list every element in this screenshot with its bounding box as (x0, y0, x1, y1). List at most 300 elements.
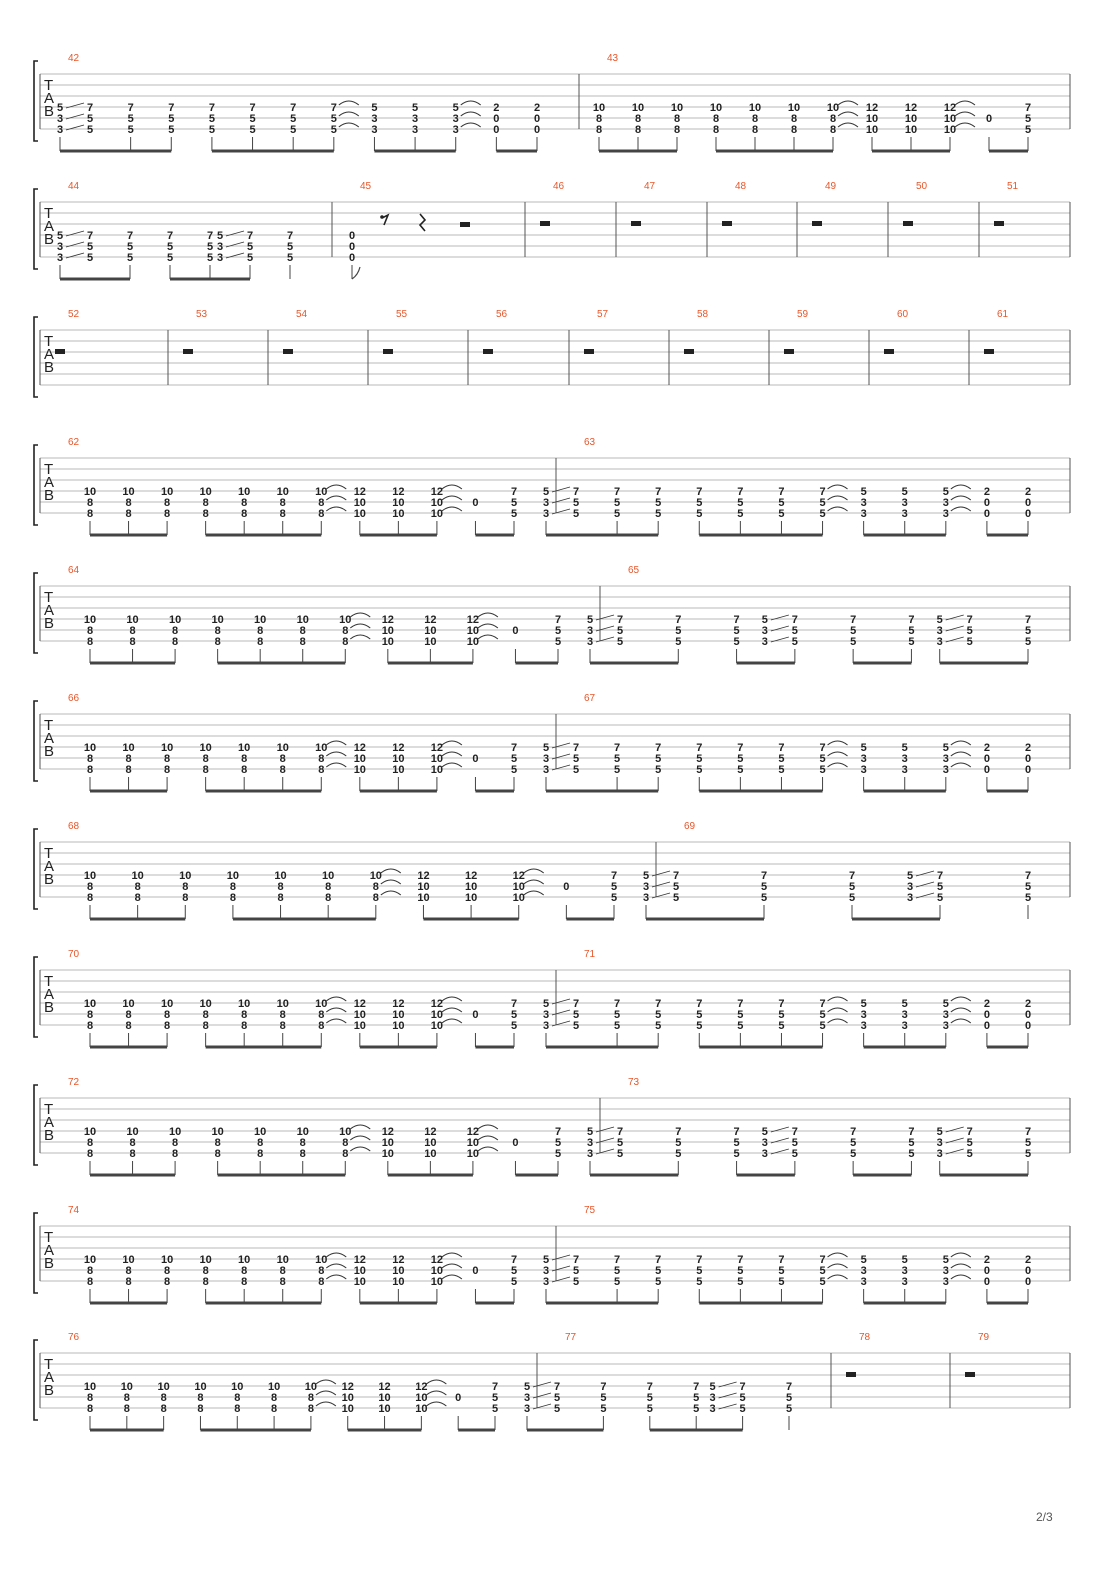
fret-number: 8 (134, 892, 141, 904)
fret-number: 12 (466, 1126, 480, 1138)
fret-number: 8 (214, 1137, 221, 1149)
tie-arc (326, 496, 346, 500)
measure (584, 309, 609, 354)
fret-number: 5 (542, 998, 550, 1010)
fret-number: 5 (542, 742, 550, 754)
fret-number: 5 (819, 497, 826, 509)
fret-number: 7 (616, 614, 624, 626)
tab-system (34, 821, 1070, 919)
tab-system (34, 181, 1070, 279)
fret-number: 5 (330, 124, 337, 136)
measure (57, 181, 293, 279)
system-bracket (34, 701, 38, 781)
fret-number: 5 (610, 881, 618, 893)
tie-arc (828, 1264, 848, 1268)
fret-number: 5 (206, 241, 214, 253)
chord (128, 102, 134, 136)
fret-number: 5 (936, 892, 944, 904)
fret-number: 8 (595, 124, 603, 136)
measure-number: 52 (68, 309, 80, 320)
measure (283, 309, 308, 354)
fret-number: 10 (353, 764, 366, 776)
chord (238, 742, 250, 776)
chord (655, 486, 661, 520)
fret-number: 5 (819, 508, 826, 520)
fret-number: 5 (936, 614, 943, 626)
fret-number: 5 (737, 753, 744, 765)
chord (614, 1254, 620, 1288)
tie-arc (326, 1275, 346, 1279)
fret-number: 5 (86, 252, 94, 264)
fret-number: 8 (673, 113, 681, 125)
chord (238, 998, 250, 1032)
chord (431, 742, 443, 776)
fret-number: 10 (238, 998, 251, 1010)
fret-number: 8 (234, 1403, 241, 1415)
measure-number: 57 (597, 309, 609, 320)
fret-number: 7 (655, 998, 662, 1010)
fret-number: 8 (271, 1403, 278, 1415)
fret-number: 8 (202, 1265, 209, 1277)
measure-number: 53 (196, 309, 208, 320)
fret-number: 8 (241, 1276, 248, 1288)
fret-number: 3 (216, 252, 224, 264)
fret-number: 5 (675, 1137, 682, 1149)
fret-number: 10 (199, 486, 212, 498)
tab-clef-letter: B (44, 359, 55, 376)
fret-number: 5 (860, 486, 867, 498)
fret-number: 8 (299, 1148, 306, 1160)
fret-number: 7 (655, 1254, 662, 1266)
measure (587, 1077, 1031, 1175)
chord (126, 1126, 138, 1160)
fret-number: 10 (466, 1148, 480, 1160)
fret-number: 5 (655, 764, 662, 776)
fret-number: 5 (737, 764, 744, 776)
fret-number: 5 (733, 1148, 740, 1160)
system-bracket (34, 317, 38, 397)
fret-number: 8 (318, 497, 325, 509)
fret-number: 7 (127, 102, 134, 114)
fret-number: 0 (1024, 1265, 1032, 1277)
fret-number: 8 (751, 124, 759, 136)
fret-number: 10 (512, 881, 525, 893)
fret-number: 5 (127, 124, 134, 136)
fret-number: 12 (341, 1381, 354, 1393)
fret-number: 10 (424, 625, 437, 637)
fret-number: 8 (86, 636, 94, 648)
measure (55, 309, 80, 354)
fret-number: 5 (696, 1009, 703, 1021)
tie-arc (828, 485, 848, 489)
fret-number: 10 (670, 102, 684, 114)
chord (472, 497, 478, 509)
measure-number: 75 (584, 1205, 596, 1216)
fret-number: 5 (655, 1276, 662, 1288)
tie-arc (478, 1125, 498, 1129)
fret-number: 5 (966, 636, 973, 648)
fret-number: 8 (125, 764, 132, 776)
fret-number: 10 (424, 1148, 437, 1160)
fret-number: 8 (634, 113, 642, 125)
fret-number: 10 (430, 508, 444, 520)
fret-number: 10 (254, 614, 267, 626)
fret-number: 5 (901, 742, 908, 754)
fret-number: 5 (675, 625, 682, 637)
chord (943, 998, 949, 1032)
fret-number: 10 (254, 1126, 267, 1138)
fret-number: 5 (330, 113, 337, 125)
fret-number: 10 (122, 486, 135, 498)
chord (850, 614, 856, 648)
measure-number: 72 (68, 1077, 80, 1088)
chord (342, 1381, 354, 1415)
tie-arc (951, 1275, 971, 1279)
tie-arc (955, 123, 975, 127)
whole-rest (984, 349, 994, 354)
fret-number: 8 (318, 753, 325, 765)
fret-number: 10 (353, 1265, 366, 1277)
tab-clef-letter: T (44, 589, 54, 606)
system-bracket (34, 1085, 38, 1165)
fret-number: 0 (983, 764, 990, 776)
tie-arc (326, 741, 346, 745)
fret-number: 5 (936, 1126, 943, 1138)
fret-number: 8 (342, 1137, 349, 1149)
chord (161, 486, 173, 520)
fret-number: 5 (761, 614, 768, 626)
chord (417, 870, 429, 904)
page-number: 2/3 (1036, 1510, 1053, 1524)
tab-system (34, 949, 1070, 1047)
fret-number: 5 (1024, 892, 1032, 904)
fret-number: 5 (819, 753, 826, 765)
whole-rest (722, 221, 732, 226)
fret-number: 8 (673, 124, 681, 136)
tie-arc (524, 869, 544, 873)
fret-number: 8 (229, 892, 236, 904)
chord (84, 614, 96, 648)
chord (655, 742, 661, 776)
fret-number: 10 (179, 870, 192, 882)
fret-number: 3 (860, 508, 867, 520)
tie-arc (524, 891, 544, 895)
fret-number: 10 (464, 881, 478, 893)
fret-number: 8 (214, 636, 221, 648)
fret-number: 8 (164, 1276, 171, 1288)
chord (249, 102, 255, 136)
tie-arc (442, 1264, 462, 1268)
chord (231, 1381, 243, 1415)
fret-number: 10 (430, 753, 444, 765)
fret-number: 10 (211, 1126, 224, 1138)
fret-number: 8 (86, 1265, 94, 1277)
tie-arc (951, 752, 971, 756)
fret-number: 12 (865, 102, 879, 114)
chord (412, 102, 418, 136)
fret-number: 8 (299, 1137, 306, 1149)
fret-number: 5 (610, 892, 618, 904)
fret-number: 8 (257, 1137, 264, 1149)
fret-number: 8 (279, 1009, 286, 1021)
fret-number: 3 (936, 636, 943, 648)
chord (1025, 1126, 1031, 1160)
fret-number: 8 (342, 1148, 349, 1160)
fret-number: 5 (850, 636, 857, 648)
fret-number: 5 (696, 497, 703, 509)
whole-rest (283, 349, 293, 354)
measure (68, 821, 617, 919)
fret-number: 2 (1024, 998, 1032, 1010)
fret-number: 5 (966, 1148, 973, 1160)
fret-number: 5 (778, 764, 785, 776)
measure-number: 77 (565, 1332, 577, 1343)
fret-number: 7 (848, 870, 856, 882)
fret-number: 10 (392, 1265, 405, 1277)
chord (984, 1254, 990, 1288)
fret-number: 8 (86, 881, 94, 893)
fret-number: 5 (908, 636, 915, 648)
fret-number: 0 (1024, 1020, 1032, 1032)
fret-number: 5 (127, 113, 134, 125)
fret-number: 5 (616, 625, 624, 637)
fret-number: 10 (122, 1254, 135, 1266)
chord (761, 870, 767, 904)
fret-number: 3 (942, 1265, 949, 1277)
fret-number: 5 (761, 1126, 768, 1138)
tie-arc (326, 1008, 346, 1012)
chord (647, 1381, 653, 1415)
tab-clef-letter: A (44, 1242, 55, 1259)
fret-number: 8 (257, 625, 264, 637)
fret-number: 8 (86, 1020, 94, 1032)
fret-number: 10 (392, 1020, 405, 1032)
fret-number: 10 (466, 636, 480, 648)
chord (696, 486, 702, 520)
fret-number: 5 (696, 1265, 703, 1277)
fret-number: 10 (466, 1137, 480, 1149)
chord (511, 998, 517, 1032)
fret-number: 3 (761, 1148, 768, 1160)
tie-arc (426, 1391, 446, 1395)
measure (183, 309, 208, 354)
tie-arc (838, 101, 858, 105)
tie-arc (951, 1264, 971, 1268)
fret-number: 10 (276, 486, 289, 498)
measure-number: 49 (825, 181, 837, 192)
chord (392, 1254, 404, 1288)
fret-number: 10 (160, 1254, 174, 1266)
chord (513, 870, 525, 904)
tab-system (34, 693, 1070, 791)
fret-number: 5 (572, 1276, 580, 1288)
tie-arc (442, 1008, 462, 1012)
fret-number: 3 (709, 1403, 716, 1415)
measure-number: 58 (697, 309, 709, 320)
chord (378, 1381, 390, 1415)
fret-number: 12 (392, 742, 405, 754)
measure-number: 66 (68, 693, 80, 704)
fret-number: 0 (1024, 497, 1032, 509)
fret-number: 12 (417, 870, 430, 882)
fret-number: 10 (709, 102, 723, 114)
fret-number: 5 (778, 508, 785, 520)
chord (84, 742, 96, 776)
fret-number: 2 (493, 102, 500, 114)
tie-arc (326, 997, 346, 1001)
fret-number: 8 (125, 1276, 132, 1288)
tie-arc (326, 1253, 346, 1257)
fret-number: 5 (942, 998, 949, 1010)
fret-number: 5 (572, 1009, 580, 1021)
tie-arc (478, 613, 498, 617)
chord (511, 1254, 517, 1288)
tie-arc (478, 1147, 498, 1151)
fret-number: 5 (510, 753, 518, 765)
fret-number: 5 (56, 230, 64, 242)
tie-arc (316, 1380, 336, 1384)
fret-number: 5 (655, 1265, 662, 1277)
fret-number: 8 (829, 124, 837, 136)
fret-number: 10 (787, 102, 801, 114)
tab-system (34, 53, 1070, 151)
fret-number: 10 (381, 625, 394, 637)
fret-number: 5 (614, 1009, 621, 1021)
fret-number: 7 (572, 1254, 580, 1266)
fret-number: 7 (572, 998, 580, 1010)
fret-number: 7 (778, 742, 785, 754)
tie-arc (951, 1253, 971, 1257)
fret-number: 7 (733, 614, 740, 626)
tie-arc (828, 752, 848, 756)
whole-rest (631, 221, 641, 226)
fret-number: 5 (206, 252, 214, 264)
fret-number: 8 (160, 1392, 167, 1404)
fret-number: 10 (231, 1381, 244, 1393)
measure (383, 309, 408, 354)
fret-number: 0 (455, 1392, 462, 1404)
fret-number: 10 (315, 998, 328, 1010)
measure-number: 45 (360, 181, 372, 192)
fret-number: 5 (785, 1403, 793, 1415)
fret-number: 5 (86, 113, 94, 125)
fret-number: 0 (348, 252, 356, 264)
fret-number: 12 (353, 1254, 366, 1266)
fret-number: 3 (542, 1276, 550, 1288)
fret-number: 5 (819, 1009, 826, 1021)
measure-number: 67 (584, 693, 596, 704)
chord (315, 486, 327, 520)
tab-clef-letter: T (44, 717, 54, 734)
fret-number: 3 (452, 113, 459, 125)
fret-number: 10 (417, 881, 430, 893)
chord (200, 742, 212, 776)
fret-number: 5 (942, 1254, 949, 1266)
tie-arc (478, 624, 498, 628)
tab-clef-letter: T (44, 845, 54, 862)
fret-number: 5 (1024, 124, 1032, 136)
fret-number: 5 (850, 1137, 857, 1149)
fret-number: 5 (572, 764, 580, 776)
chord (614, 998, 620, 1032)
fret-number: 7 (778, 1254, 785, 1266)
fret-number: 10 (296, 614, 309, 626)
fret-number: 10 (126, 614, 139, 626)
chord (431, 1254, 443, 1288)
tie-arc (326, 1264, 346, 1268)
fret-number: 5 (586, 614, 594, 626)
system-bracket (34, 829, 38, 909)
fret-number: 5 (733, 625, 740, 637)
chord (297, 1126, 309, 1160)
fret-number: 0 (983, 1276, 990, 1288)
fret-number: 7 (696, 998, 703, 1010)
eighth-flag (352, 267, 360, 279)
fret-number: 7 (614, 742, 621, 754)
fret-number: 10 (378, 1403, 391, 1415)
fret-number: 5 (126, 252, 134, 264)
eighth-rest-dot (380, 215, 384, 219)
chord (696, 998, 702, 1032)
fret-number: 0 (983, 508, 990, 520)
chord (710, 102, 722, 136)
fret-number: 7 (696, 742, 703, 754)
fret-number: 5 (850, 1148, 857, 1160)
chord (866, 102, 878, 136)
tie-arc (350, 624, 370, 628)
chord (555, 1126, 561, 1160)
fret-number: 5 (966, 625, 973, 637)
fret-number: 5 (696, 1020, 703, 1032)
fret-number: 12 (430, 486, 444, 498)
chord (827, 102, 839, 136)
chord (339, 1126, 351, 1160)
fret-number: 7 (655, 742, 662, 754)
fret-number: 5 (286, 252, 294, 264)
fret-number: 0 (983, 753, 990, 765)
fret-number: 5 (778, 1020, 785, 1032)
fret-number: 7 (572, 742, 580, 754)
tie-arc (426, 1402, 446, 1406)
chord (737, 1254, 743, 1288)
chord (354, 998, 366, 1032)
fret-number: 7 (510, 742, 518, 754)
chord (168, 102, 174, 136)
fret-number: 0 (348, 230, 356, 242)
fret-number: 10 (83, 998, 97, 1010)
chord (861, 486, 867, 520)
fret-number: 12 (430, 998, 444, 1010)
tie-arc (442, 496, 462, 500)
fret-number: 5 (554, 625, 562, 637)
fret-number: 5 (510, 508, 518, 520)
fret-number: 3 (586, 625, 594, 637)
fret-number: 5 (696, 753, 703, 765)
fret-number: 5 (616, 1137, 624, 1149)
fret-number: 8 (160, 1403, 167, 1415)
fret-number: 7 (675, 1126, 682, 1138)
tie-arc (828, 997, 848, 1001)
measure (903, 181, 928, 226)
measure-number: 46 (553, 181, 565, 192)
fret-number: 7 (610, 870, 618, 882)
fret-number: 12 (353, 486, 366, 498)
measure (846, 1332, 871, 1377)
fret-number: 8 (279, 764, 286, 776)
fret-number: 3 (542, 497, 550, 509)
tie-arc (951, 741, 971, 745)
system-bracket (34, 1340, 38, 1420)
